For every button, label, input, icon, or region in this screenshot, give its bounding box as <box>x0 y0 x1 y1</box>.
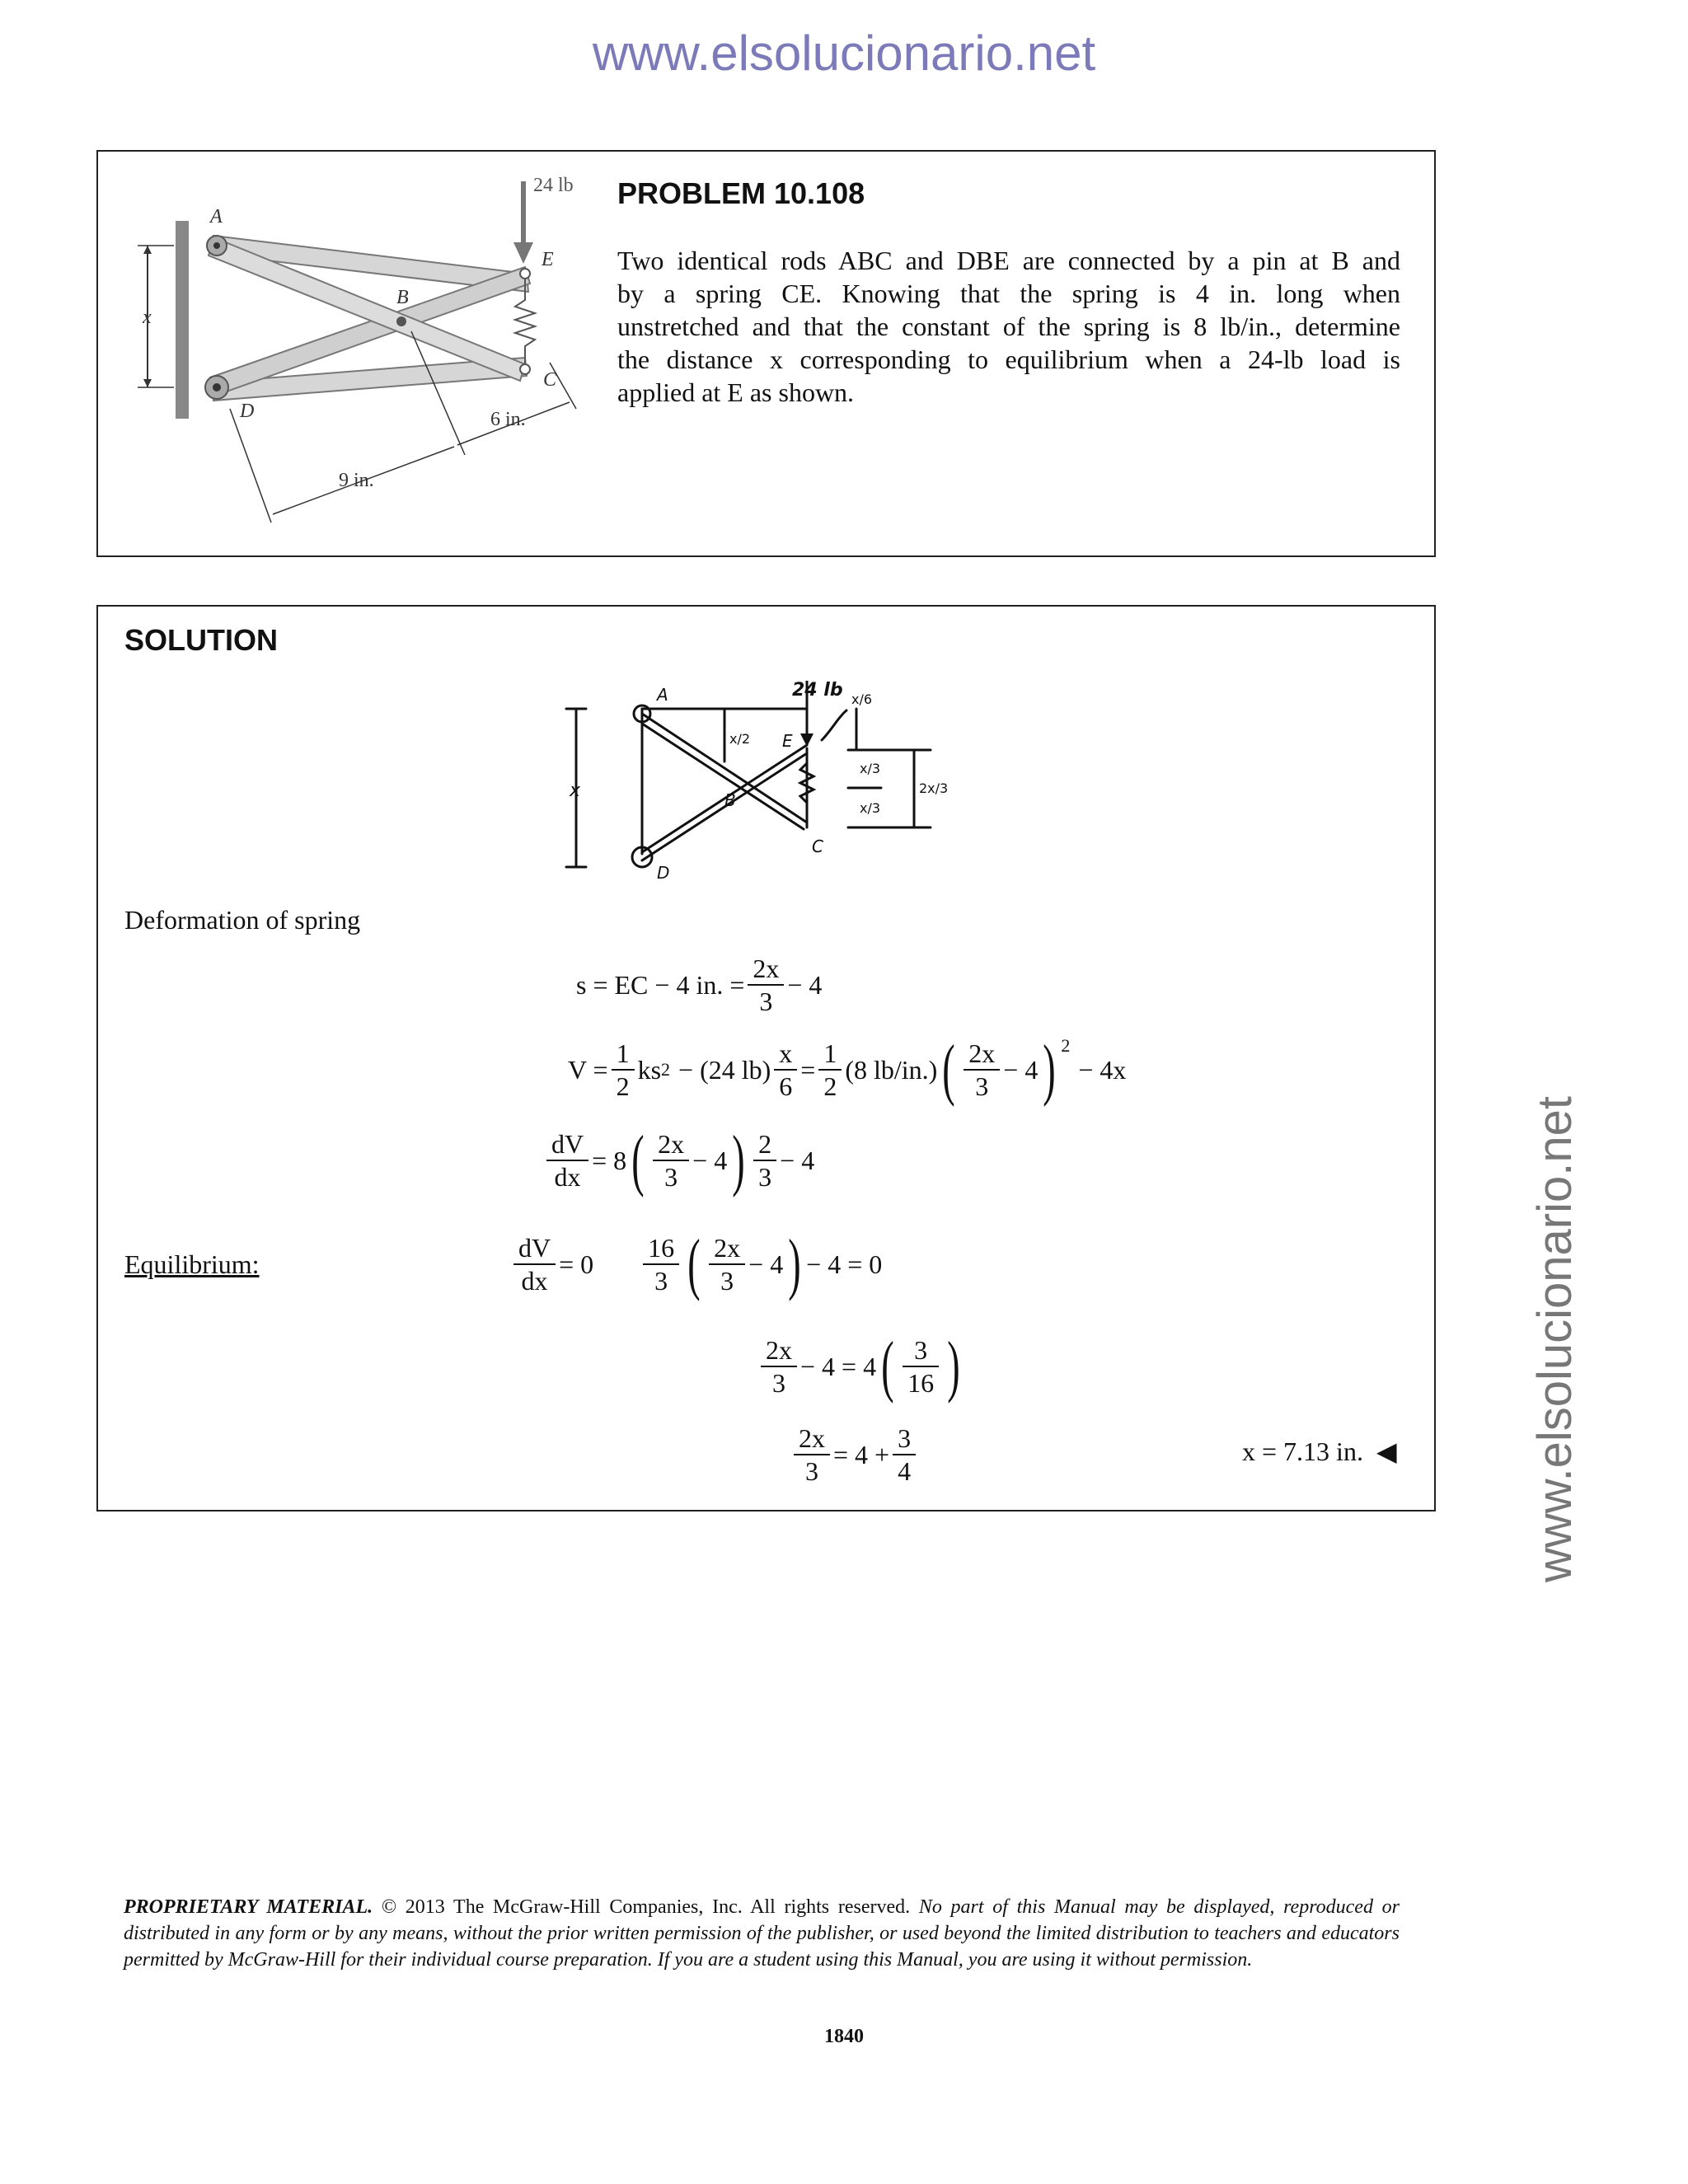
eq2-rparen: ) <box>1043 1031 1057 1108</box>
eq5-frac2 <box>903 1334 939 1399</box>
eq3-ln: dV <box>546 1128 588 1161</box>
eq5-a: − 4 = 4 <box>800 1351 877 1381</box>
footer-bold: PROPRIETARY MATERIAL. <box>124 1896 373 1918</box>
eq3-frac2 <box>753 1128 776 1193</box>
sketch-E: E <box>782 731 793 751</box>
eq4-ld: dx <box>521 1266 548 1296</box>
problem-title: PROBLEM 10.108 <box>617 176 865 210</box>
eq2-f1d: 2 <box>616 1071 630 1101</box>
eq1-tail: − 4 <box>787 969 823 1000</box>
fig-label-D: D <box>240 401 255 422</box>
eq3-b: − 4 <box>692 1145 728 1175</box>
eq5-f2d: 16 <box>907 1368 935 1398</box>
eq2-c: − (24 lb) <box>678 1054 771 1085</box>
sketch-x6: x/6 <box>851 691 873 707</box>
eq2-f2d: 6 <box>779 1071 793 1101</box>
eq2-sq: 2 <box>661 1059 671 1080</box>
eq2-frac4 <box>964 1038 1000 1102</box>
eq2-frac3 <box>818 1038 842 1102</box>
eq3-frac1 <box>653 1128 689 1193</box>
sketch-D: D <box>657 863 670 883</box>
eq3-dvdx <box>546 1128 588 1193</box>
eq5-rparen: ) <box>947 1328 960 1404</box>
solution-title: SOLUTION <box>124 623 278 657</box>
eq2-h: − 4x <box>1078 1054 1127 1085</box>
fig-dim-9: 9 in. <box>339 470 374 491</box>
solution-sketch <box>535 681 996 895</box>
eq1-fraction <box>748 953 784 1017</box>
eq4-b: − 4 <box>748 1249 784 1279</box>
eq5-f1d: 3 <box>772 1368 785 1398</box>
eq2-frac1 <box>612 1038 635 1102</box>
problem-figure <box>98 152 593 547</box>
eq3-rparen: ) <box>732 1122 745 1198</box>
eq3-f1d: 3 <box>664 1162 678 1192</box>
eq3-c: − 4 <box>780 1145 815 1175</box>
problem-line-1: Two identical rods ABC and DBE are connected by a pin at B and <box>617 246 1400 275</box>
eq4-frac2 <box>709 1232 745 1296</box>
final-answer <box>1242 1436 1397 1467</box>
equation-step-1 <box>757 1328 965 1404</box>
eq2-f1n: 1 <box>612 1038 635 1071</box>
eq4-a: = 0 <box>559 1249 594 1279</box>
fig-label-x: x <box>143 307 152 328</box>
eq6-f2d: 4 <box>898 1456 912 1486</box>
eq2-b: ks <box>637 1054 662 1085</box>
eq3-f1n: 2x <box>653 1128 689 1161</box>
eq4-c: − 4 = 0 <box>806 1249 883 1279</box>
eq4-lparen: ( <box>687 1226 701 1302</box>
copyright-footer <box>124 1894 1400 1973</box>
problem-text <box>617 244 1400 409</box>
eq3-lparen: ( <box>631 1122 645 1198</box>
eq2-e: (8 lb/in.) <box>845 1054 938 1085</box>
fig-load-label: 24 lb <box>533 175 574 196</box>
footer-italic: No part of this Manual may be displayed, reproduced or distributed in any form or by any means, without the prior written permission of the publisher, or used beyond the limited distribution to teachers and educators permitted by McGraw-Hill for their individual course preparation. If you are a student using this Manual, you are using it without permission. <box>124 1896 1400 1971</box>
eq4-ln: dV <box>513 1232 556 1265</box>
sketch-B: B <box>724 790 736 810</box>
footer-normal: © 2013 The McGraw-Hill Companies, Inc. All rights reserved. <box>373 1896 911 1918</box>
eq1-lhs: s = EC − 4 in. = <box>576 969 745 1000</box>
sketch-C: C <box>812 837 823 856</box>
fig-label-A: A <box>210 206 223 227</box>
eq1-den: 3 <box>759 987 773 1016</box>
problem-line-3: unstretched and that the constant of the spring is 8 lb/in., determine <box>617 312 1400 341</box>
fig-label-E: E <box>542 249 554 270</box>
sketch-load: 24 lb <box>792 681 843 701</box>
eq4-frac1 <box>643 1232 679 1296</box>
problem-line-5: applied at E as shown. <box>617 377 855 407</box>
answer-marker-icon: ◀ <box>1376 1436 1397 1467</box>
sketch-x3b: x/3 <box>860 800 881 816</box>
eq4-f2n: 2x <box>709 1232 745 1265</box>
eq6-frac2 <box>893 1422 916 1487</box>
eq6-f1n: 2x <box>794 1422 830 1455</box>
eq2-f3n: 1 <box>818 1038 842 1071</box>
fig-label-C: C <box>543 369 557 391</box>
eq2-lparen: ( <box>942 1031 956 1108</box>
answer-text: x = 7.13 in. <box>1242 1436 1363 1466</box>
equation-derivative <box>543 1122 815 1198</box>
sketch-half-x: x/2 <box>729 731 751 747</box>
eq2-f3d: 2 <box>823 1071 837 1101</box>
page-number: 1840 <box>824 2026 864 2047</box>
problem-box <box>96 150 1436 557</box>
eq4-dvdx <box>513 1232 556 1296</box>
eq2-f4n: 2x <box>964 1038 1000 1071</box>
eq3-f2n: 2 <box>753 1128 776 1161</box>
eq3-f2d: 3 <box>758 1162 772 1192</box>
equation-spring-deformation <box>576 953 822 1017</box>
solution-box <box>96 605 1436 1511</box>
eq5-f1n: 2x <box>761 1334 797 1367</box>
sketch-x: x <box>570 780 581 801</box>
eq6-f1d: 3 <box>805 1456 818 1486</box>
sketch-2x3: 2x/3 <box>919 780 949 796</box>
eq4-f1n: 16 <box>643 1232 679 1265</box>
watermark-top: www.elsolucionario.net <box>592 26 1096 81</box>
equilibrium-label: Equilibrium: <box>124 1249 260 1279</box>
sketch-x3a: x/3 <box>860 761 881 776</box>
eq2-sq2: 2 <box>1061 1035 1071 1056</box>
eq4-f2d: 3 <box>720 1266 734 1296</box>
eq4-rparen: ) <box>788 1226 801 1302</box>
eq5-f2n: 3 <box>903 1334 939 1367</box>
eq5-lparen: ( <box>881 1328 894 1404</box>
equation-equilibrium <box>510 1226 883 1302</box>
eq3-a: = 8 <box>592 1145 627 1175</box>
eq1-num: 2x <box>748 953 784 986</box>
eq2-frac2 <box>774 1038 797 1102</box>
eq2-f4d: 3 <box>975 1071 989 1101</box>
eq5-frac1 <box>761 1334 797 1399</box>
sketch-A: A <box>657 685 668 705</box>
problem-line-2: by a spring CE. Knowing that the spring is 4 in. long when <box>617 279 1400 308</box>
eq2-d: = <box>800 1054 816 1085</box>
eq6-a: = 4 + <box>833 1439 890 1469</box>
eq6-frac1 <box>794 1422 830 1487</box>
fig-label-B: B <box>396 287 409 308</box>
problem-line-4: the distance x corresponding to equilibrium when a 24-lb load is <box>617 344 1400 374</box>
equation-step-2 <box>790 1422 919 1487</box>
eq2-f2n: x <box>774 1038 797 1071</box>
eq4-f1d: 3 <box>654 1266 668 1296</box>
eq6-f2n: 3 <box>893 1422 916 1455</box>
equation-potential-energy <box>568 1031 1127 1108</box>
deformation-label: Deformation of spring <box>124 905 361 935</box>
eq2-g: − 4 <box>1003 1054 1039 1085</box>
eq2-a: V = <box>568 1054 608 1085</box>
watermark-side: www.elsolucionario.net <box>1528 1096 1582 1582</box>
fig-dim-6: 6 in. <box>490 409 526 430</box>
eq3-ld: dx <box>554 1162 581 1192</box>
